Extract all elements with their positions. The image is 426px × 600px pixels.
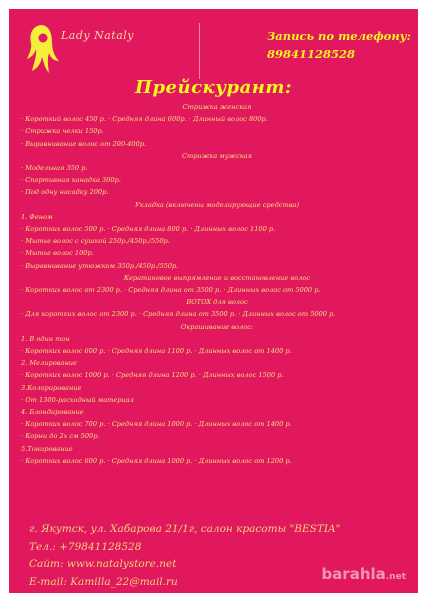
price-line: · Корни до 2х см 500р. <box>21 432 100 441</box>
price-line: 4. Блондирование <box>21 408 84 417</box>
price-list <box>21 101 413 467</box>
price-line: · Под одну насадку 200р. <box>21 188 109 197</box>
brand-name: Lady Nataly <box>61 29 135 42</box>
lady-silhouette-logo-icon <box>23 21 63 83</box>
price-line: 3.Колорирование <box>21 383 82 392</box>
section-heading: Кератиновое выпрямление и восстановление волос <box>123 273 311 282</box>
price-line: · Стрижка челки 150р. <box>21 127 104 136</box>
price-list-flyer <box>9 9 418 593</box>
price-line: · Коротких волос 500 р. · Средняя длина 800 р. · Длинных волос 1100 р. <box>21 225 276 234</box>
price-line: · Мытье волос 100р. <box>21 249 94 258</box>
section-heading: Окрашивание волос: <box>180 322 254 331</box>
price-line: 1. Феном <box>21 212 53 221</box>
watermark <box>321 565 406 583</box>
price-line: 5.Тонирование <box>21 444 73 453</box>
price-line: · Короткий волос 450 р. · Средняя длина 600р. · Длинный волос 800р. <box>21 115 268 124</box>
price-line: · Коротких волос 1000 р. · Средняя длина 1200 р. · Длинных волос 1500 р. <box>21 371 284 380</box>
section-heading: Стрижка мужская <box>182 151 252 160</box>
price-line: · Модельная 350 р. <box>21 164 88 173</box>
booking-phone[interactable]: 89841128528 <box>267 47 356 61</box>
divider <box>199 23 200 79</box>
price-line: · Спортивная канадка 300р. <box>21 176 121 185</box>
price-line: · Коротких волос 700 р. · Средняя длина 1000 р. · Длинных волос от 1400 р. <box>21 420 292 429</box>
section-heading: BOTOX для волос <box>186 298 248 307</box>
section-heading: Стрижка женская <box>182 103 252 111</box>
booking-label: Запись по телефону: <box>267 29 411 43</box>
salon-address: г. Якутск, ул. Хабарова 21/1г, салон красоты "BESTIA" <box>29 523 341 535</box>
price-line: 1. В один тон <box>21 334 70 343</box>
price-line: · От 1300-расходный материал <box>21 395 134 404</box>
contact-phone[interactable]: Тел.: +79841128528 <box>29 540 142 553</box>
section-heading: Укладка (включены моделирующие средства) <box>134 200 300 209</box>
watermark-main: barahla <box>321 565 386 583</box>
price-line: 2. Мелирование <box>21 359 77 368</box>
price-list-title: Прейскурант: <box>134 77 293 98</box>
price-line: · Для коротких волос от 2300 р. · Средняя длина от 3500 р. · Длинных волос от 5000 р. <box>21 310 336 319</box>
website-link[interactable]: Сайт: www.natalystore.net <box>29 558 177 570</box>
price-line: · Выравнивание волос от 200-400р. <box>21 139 147 148</box>
price-line: · Выравнивание утюжком 350р./450р./550р. <box>21 261 179 270</box>
contact-footer <box>29 521 340 591</box>
price-line: · Коротких волос 600 р. · Средняя длина 1000 р. · Длинных волос от 1200 р. <box>21 456 292 465</box>
email-link[interactable]: E-mail: Kamilla_22@mail.ru <box>29 575 178 588</box>
price-line: · Коротких волос от 2300 р. · Средняя длина от 3500 р. · Длинных волос от 5000 р. <box>21 286 321 295</box>
price-line: · Мытье волос с сушкой 250р./450р./550р. <box>21 237 170 246</box>
watermark-suffix: .net <box>385 572 406 582</box>
booking-info <box>267 27 411 63</box>
price-line: · Коротких волос 600 р. · Средняя длина 1100 р. · Длинных волос от 1400 р. <box>21 347 292 356</box>
